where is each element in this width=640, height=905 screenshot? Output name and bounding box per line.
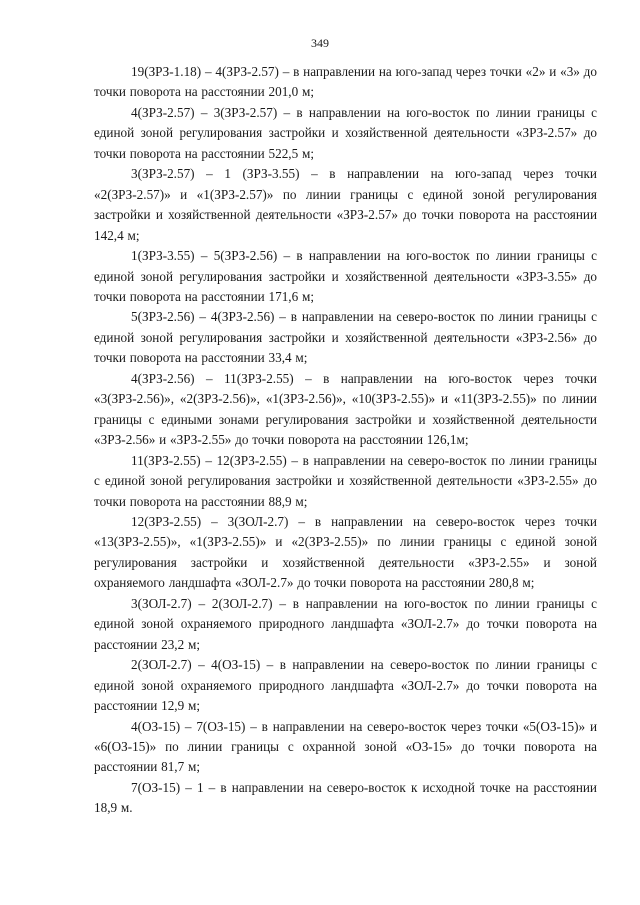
- paragraph: 12(ЗРЗ-2.55) – 3(ЗОЛ-2.7) – в направлении на северо-восток через точки «13(ЗРЗ-2.55)», «1(ЗРЗ-2.55)» и «2(ЗРЗ-2.55)» по линии границы с единой зоной регулирования застройки и хозяйственной деятельности «ЗРЗ-2.55» и зоной охраняемого ландшафта «ЗОЛ-2.7» до точки поворота на расстоянии 280,8 м;: [94, 513, 597, 591]
- document-body: [94, 62, 597, 819]
- paragraph: 4(ОЗ-15) – 7(ОЗ-15) – в направлении на северо-восток через точки «5(ОЗ-15)» и «6(ОЗ-15)» по линии границы с охранной зоной «ОЗ-15» до точки поворота на расстоянии 81,7 м;: [94, 718, 597, 775]
- paragraph: 7(ОЗ-15) – 1 – в направлении на северо-восток к исходной точке на расстоянии 18,9 м.: [94, 779, 597, 816]
- paragraph: 11(ЗРЗ-2.55) – 12(ЗРЗ-2.55) – в направлении на северо-восток по линии границы с единой зоной регулирования застройки и хозяйственной деятельности «ЗРЗ-2.55» до точки поворота на расстоянии 88,9 м;: [94, 452, 597, 509]
- paragraph: 5(ЗРЗ-2.56) – 4(ЗРЗ-2.56) – в направлении на северо-восток по линии границы с единой зоной регулирования застройки и хозяйственной деятельности «ЗРЗ-2.56» до точки поворота на расстоянии 33,4 м;: [94, 309, 597, 366]
- paragraph: 4(ЗРЗ-2.57) – 3(ЗРЗ-2.57) – в направлении на юго-восток по линии границы с единой зоной регулирования застройки и хозяйственной деятельности «ЗРЗ-2.57» до точки поворота на расстоянии 522,5 м;: [94, 104, 597, 161]
- paragraph: 1(ЗРЗ-3.55) – 5(ЗРЗ-2.56) – в направлении на юго-восток по линии границы с единой зоной регулирования застройки и хозяйственной деятельности «ЗРЗ-3.55» до точки поворота на расстоянии 171,6 м;: [94, 248, 597, 304]
- page-number: 349: [311, 36, 329, 50]
- paragraph: 19(ЗРЗ-1.18) – 4(ЗРЗ-2.57) – в направлении на юго-запад через точки «2» и «3» до точки поворота на расстоянии 201,0 м;: [94, 64, 597, 100]
- paragraph: 3(ЗРЗ-2.57) – 1 (ЗРЗ-3.55) – в направлении на юго-запад через точки «2(ЗРЗ-2.57)» и «1(ЗРЗ-2.57)» по линии границы с единой зоной регулирования застройки и хозяйственной деятельности «ЗРЗ-2.57» до точки поворота на расстоянии 142,4 м;: [94, 166, 597, 243]
- paragraph: 4(ЗРЗ-2.56) – 11(ЗРЗ-2.55) – в направлении на юго-восток через точки «3(ЗРЗ-2.56)», «2(ЗРЗ-2.56)», «1(ЗРЗ-2.56)», «10(ЗРЗ-2.55)» и «11(ЗРЗ-2.55)» по линии границы с едиными зонами регулирования застройки и хозяйственной деятельности «ЗРЗ-2.56» и «ЗРЗ-2.55» до точки поворота на расстоянии 126,1м;: [94, 370, 597, 448]
- paragraph: 3(ЗОЛ-2.7) – 2(ЗОЛ-2.7) – в направлении на юго-восток по линии границы с единой зоной охраняемого природного ландшафта «ЗОЛ-2.7» до точки поворота на расстоянии 23,2 м;: [94, 595, 597, 652]
- paragraph: 2(ЗОЛ-2.7) – 4(ОЗ-15) – в направлении на северо-восток по линии границы с единой зоной охраняемого природного ландшафта «ЗОЛ-2.7» до точки поворота на расстоянии 12,9 м;: [94, 657, 597, 714]
